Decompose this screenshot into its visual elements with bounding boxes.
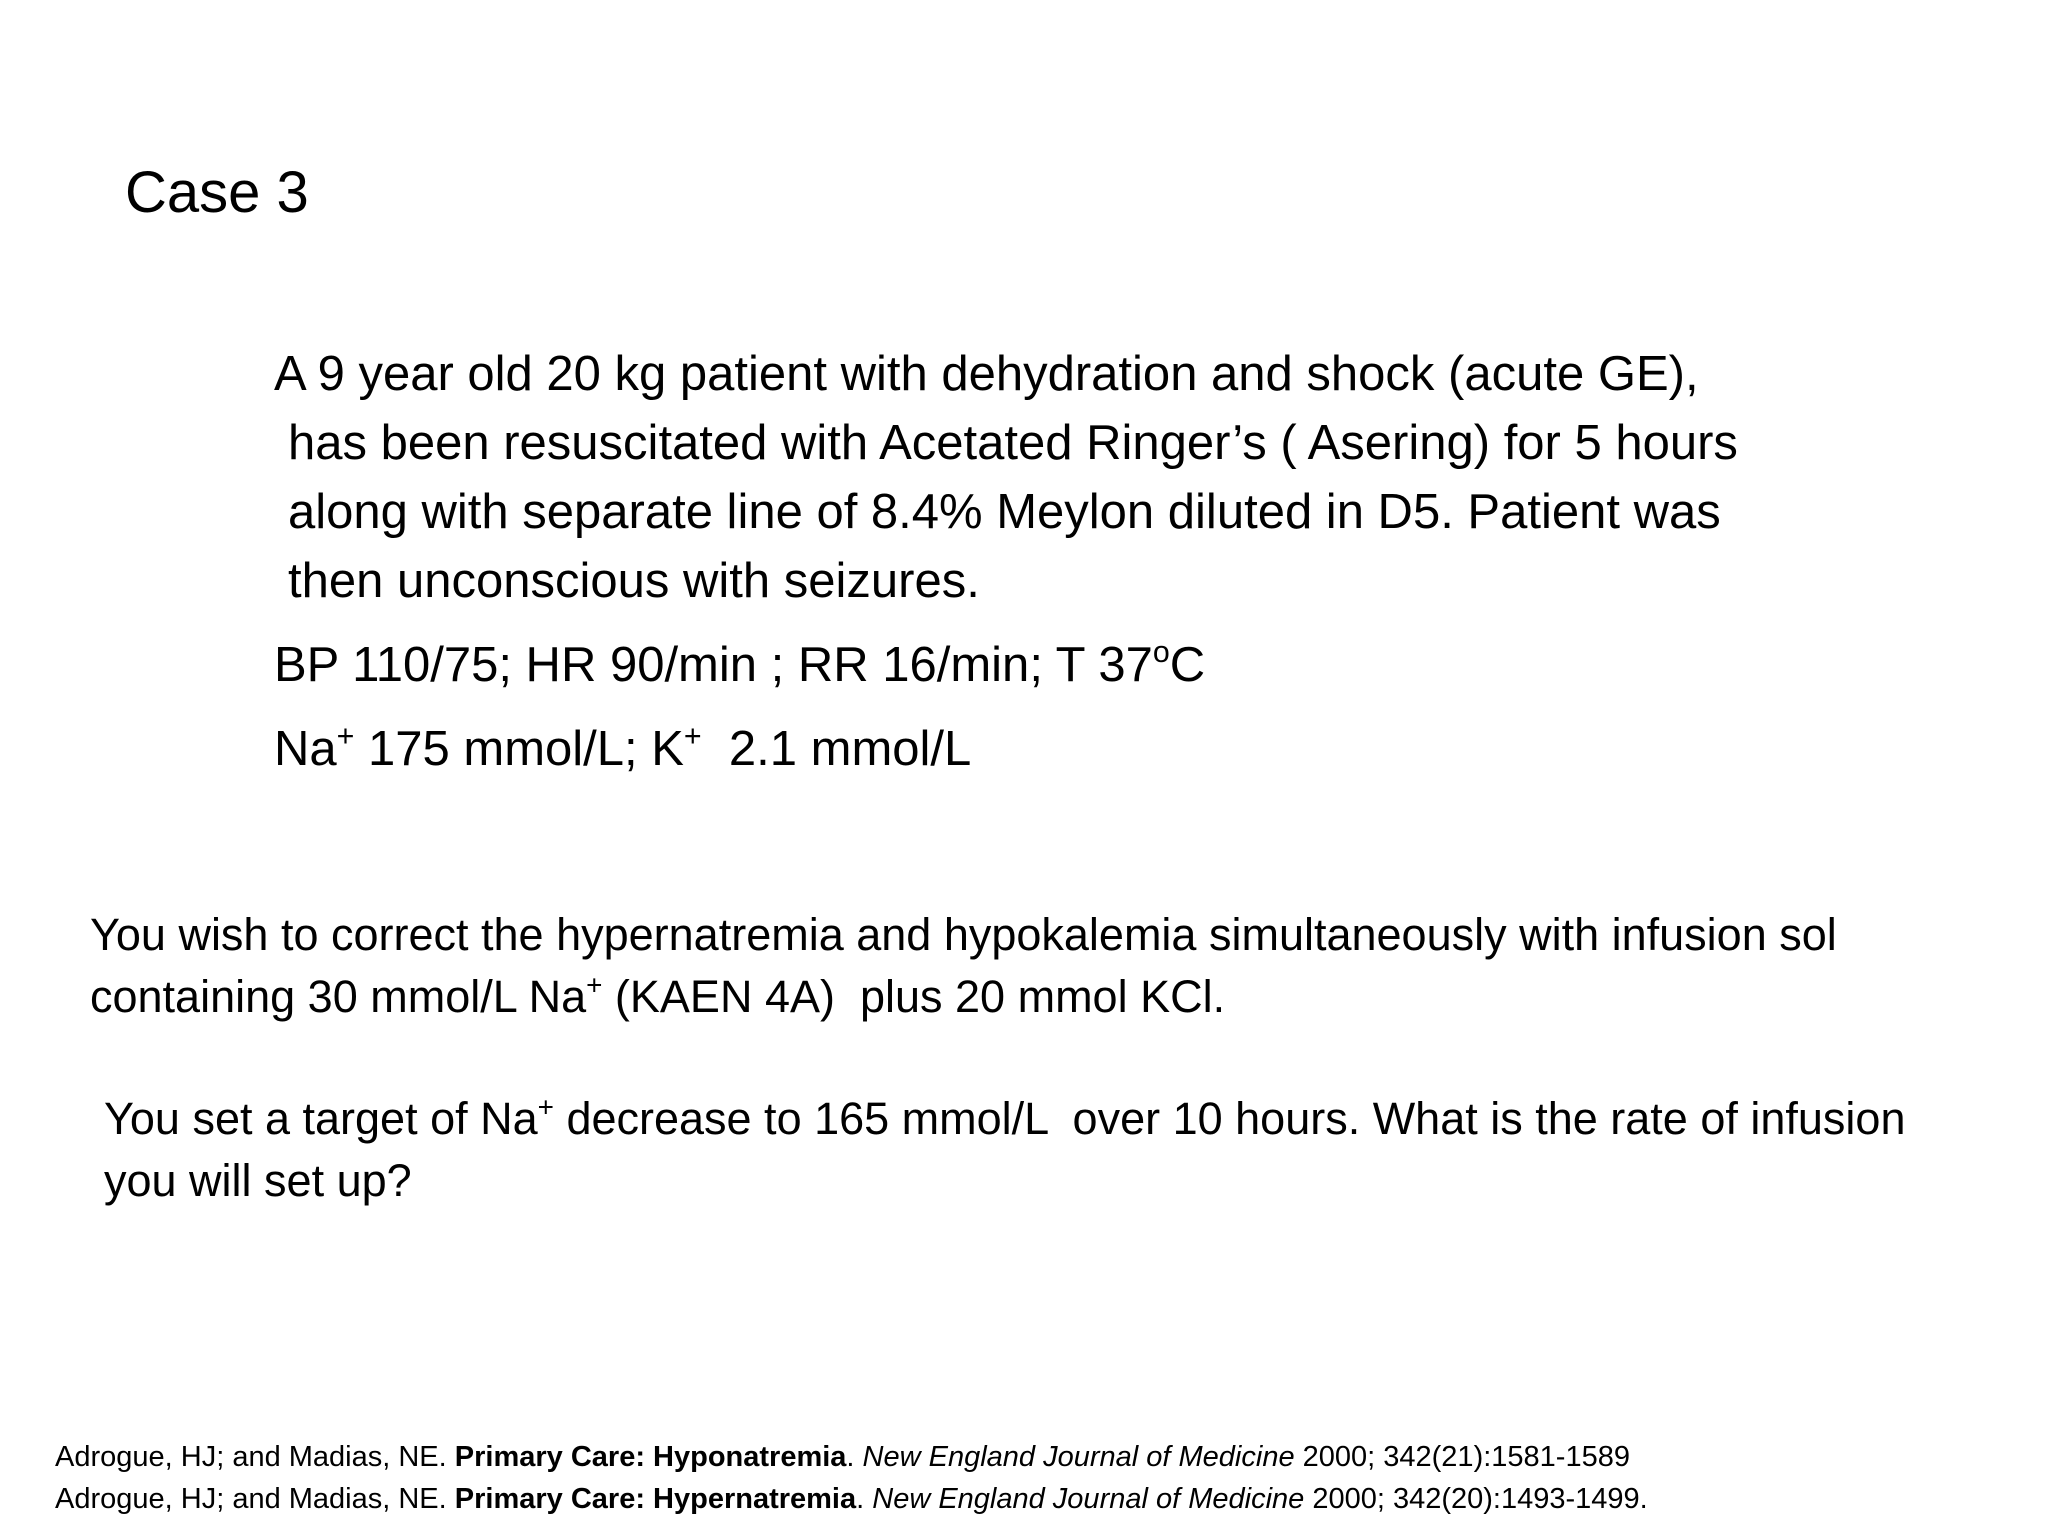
case-description <box>274 340 1914 784</box>
reference-1 <box>55 1436 2015 1478</box>
reference-details: 2000; 342(21):1581-1589 <box>1294 1441 1630 1473</box>
na-label: Na <box>274 722 337 776</box>
references <box>55 1436 2015 1520</box>
na-charge: + <box>336 719 355 754</box>
degree-superscript: o <box>1152 635 1170 670</box>
question-rate <box>104 1088 2034 1212</box>
k-value: 2.1 mmol/L <box>701 722 972 776</box>
na-charge: + <box>537 1091 554 1123</box>
question-2-line-1 <box>104 1088 2034 1150</box>
vitals-text: BP 110/75; HR 90/min ; RR 16/min; T 37 <box>274 638 1153 692</box>
case-line-1: A 9 year old 20 kg patient with dehydration and shock (acute GE), <box>274 347 1699 401</box>
case-line-3: along with separate line of 8.4% Meylon diluted in D5. Patient was <box>288 485 1721 539</box>
case-line-2: has been resuscitated with Acetated Ringer’s ( Asering) for 5 hours <box>288 416 1738 470</box>
question-1-text-end: (KAEN 4A) plus 20 mmol KCl. <box>602 971 1226 1022</box>
vital-signs <box>274 630 1914 700</box>
vitals-unit: C <box>1169 638 1206 692</box>
case-line-4: then unconscious with seizures. <box>288 554 980 608</box>
question-2-text-end: decrease to 165 mmol/L over 10 hours. What is the rate of infusion <box>553 1093 1906 1144</box>
question-2-text: You set a target of Na <box>104 1093 538 1144</box>
question-1-line-1: You wish to correct the hypernatremia and hypokalemia simultaneously with infusion sol <box>90 909 1837 960</box>
question-correction <box>90 904 2020 1028</box>
reference-journal: New England Journal of Medicine <box>862 1441 1295 1473</box>
question-1-line-2 <box>90 966 2020 1028</box>
na-charge: + <box>586 969 603 1001</box>
lab-values <box>274 714 1914 784</box>
reference-separator: . <box>846 1441 863 1473</box>
reference-journal: New England Journal of Medicine <box>872 1483 1305 1515</box>
question-1-text: containing 30 mmol/L Na <box>90 971 587 1022</box>
reference-authors: Adrogue, HJ; and Madias, NE. <box>55 1483 455 1515</box>
question-2-line-2: you will set up? <box>104 1155 412 1206</box>
slide-title: Case 3 <box>125 160 309 225</box>
na-value: 175 mmol/L; K <box>354 722 684 776</box>
reference-details: 2000; 342(20):1493-1499. <box>1304 1483 1648 1515</box>
reference-authors: Adrogue, HJ; and Madias, NE. <box>55 1441 455 1473</box>
reference-title: Primary Care: Hyponatremia <box>454 1441 847 1473</box>
k-charge: + <box>683 719 702 754</box>
reference-title: Primary Care: Hypernatremia <box>454 1483 857 1515</box>
reference-separator: . <box>856 1483 873 1515</box>
reference-2 <box>55 1478 2015 1520</box>
